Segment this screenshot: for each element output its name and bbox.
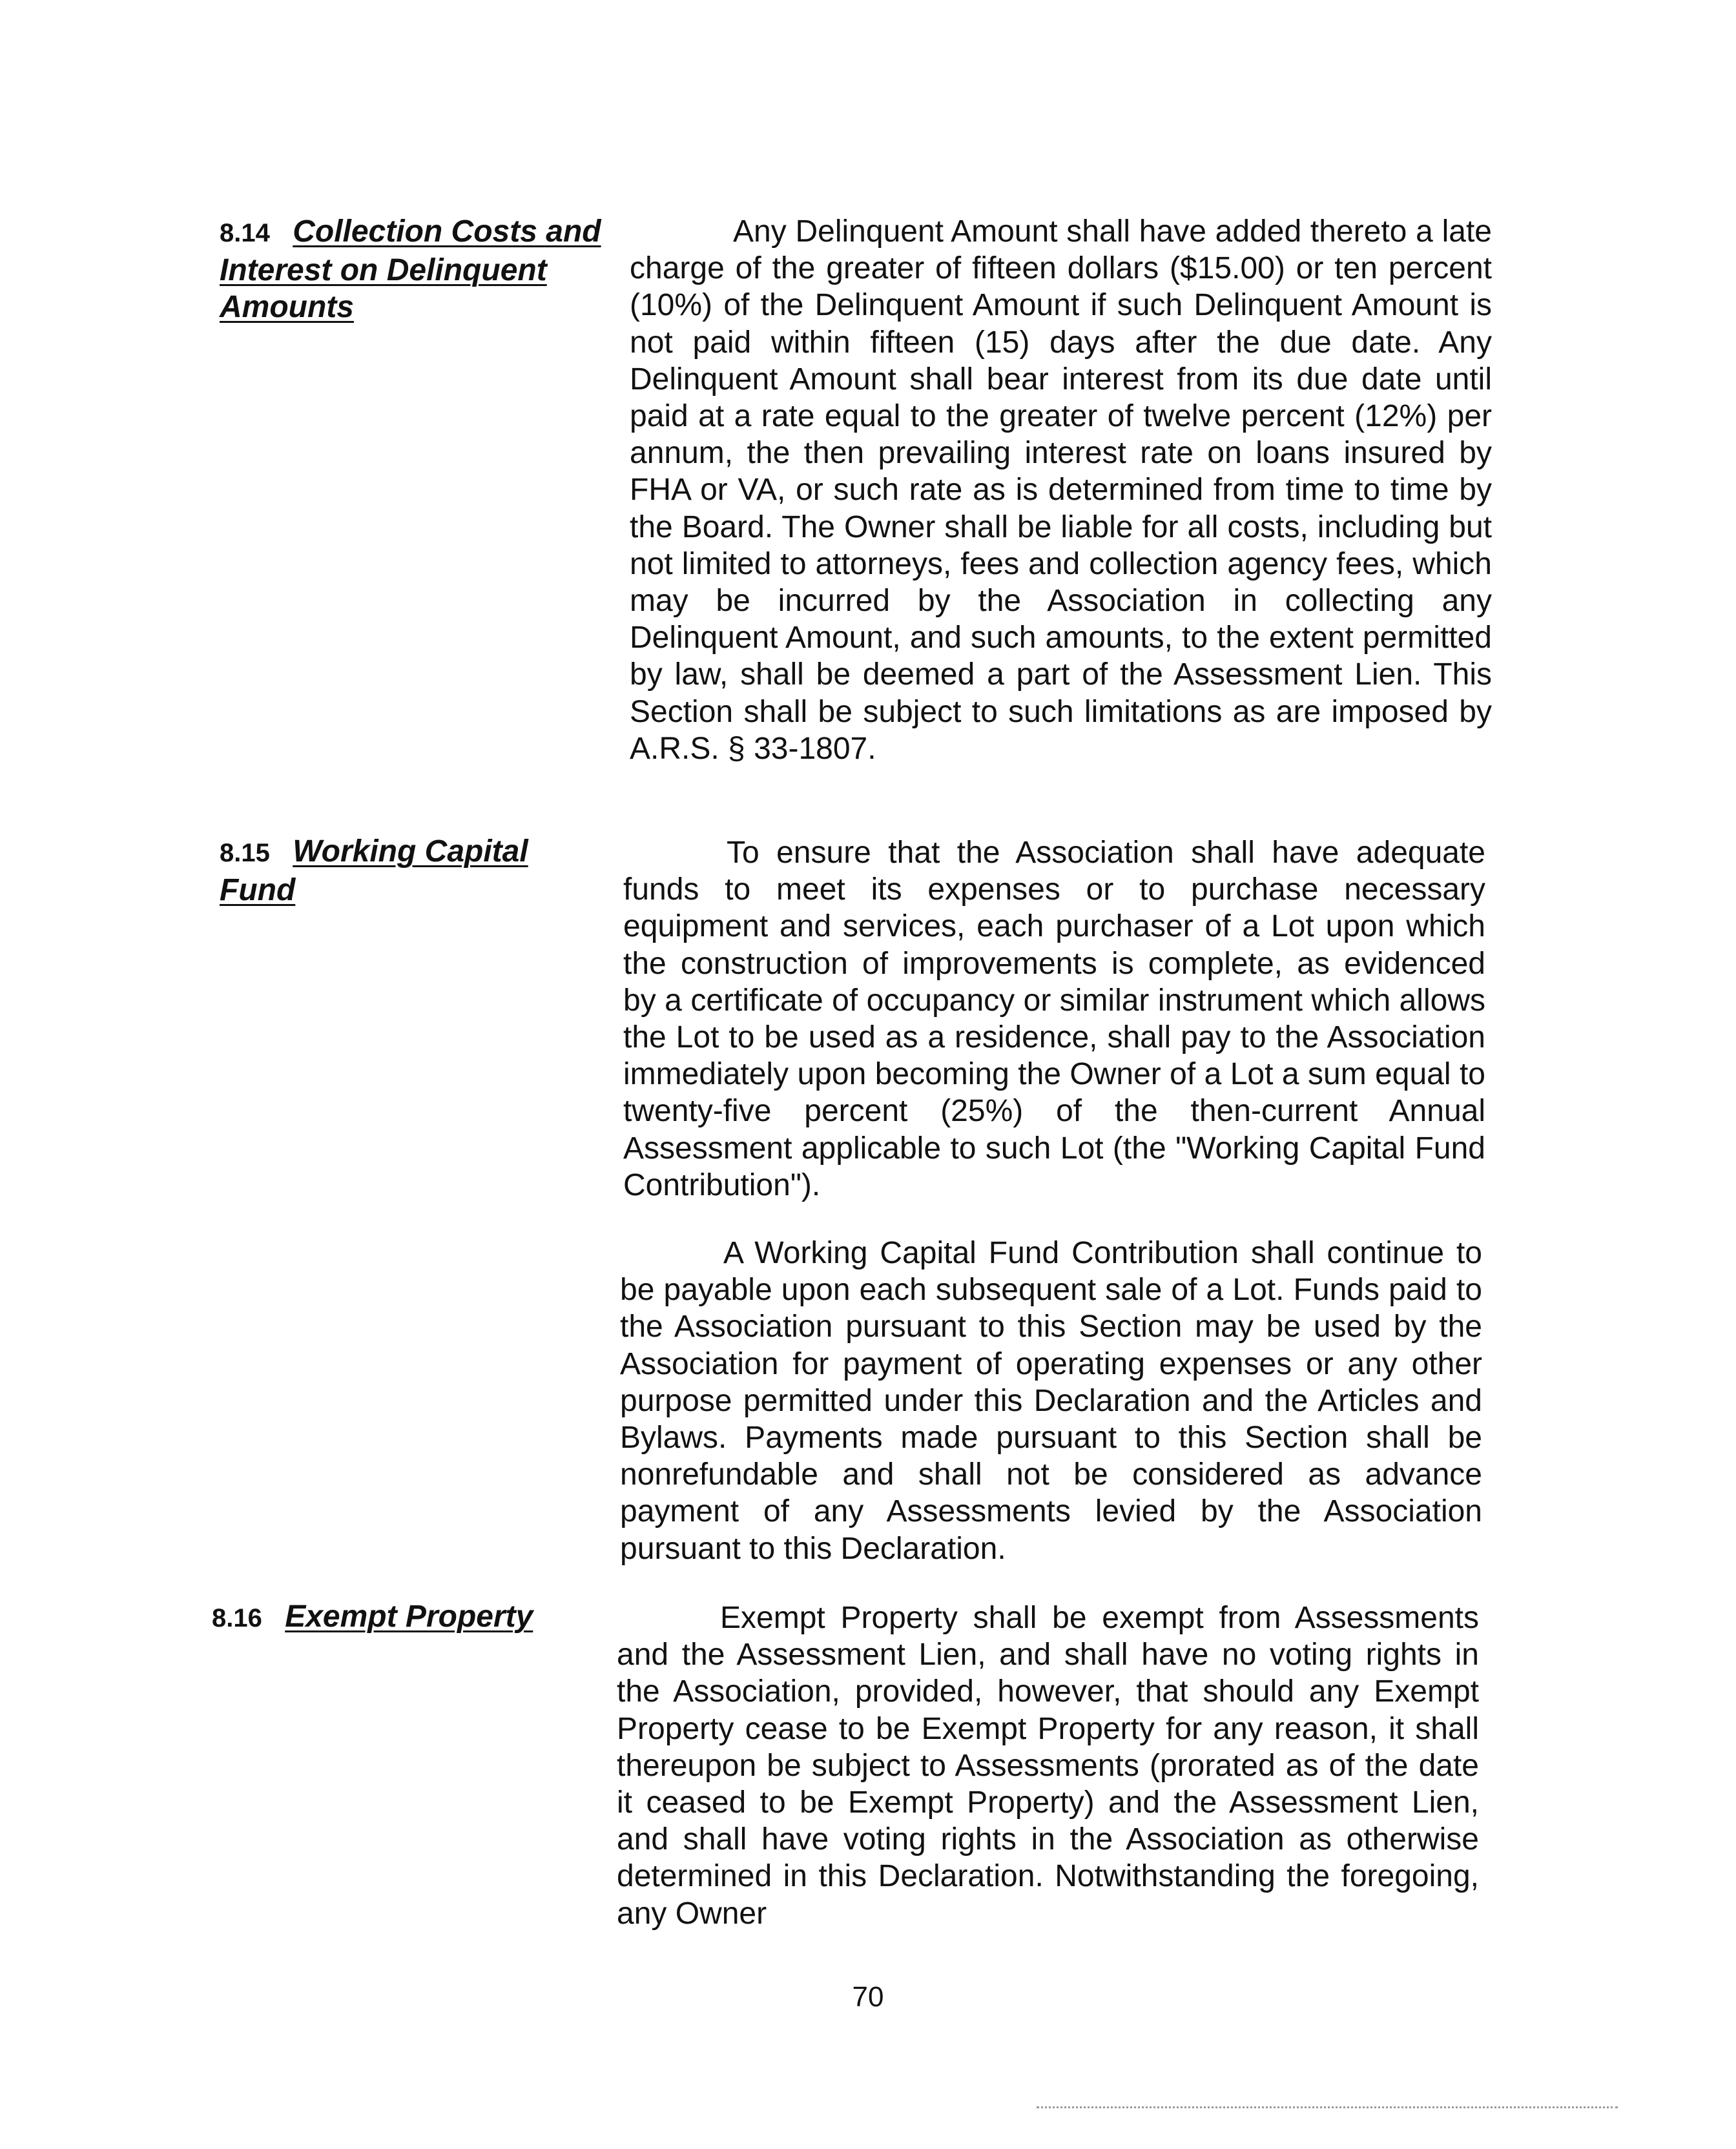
section-title: Working Capital Fund: [220, 834, 528, 907]
section-title: Collection Costs and Interest on Delinquent Amounts: [220, 214, 601, 324]
section-8-15-paragraph-2: A Working Capital Fund Contribution shall continue to be payable upon each subsequent sale of a Lot. Funds paid to the Association pursuant to this Section may be used by the Association for payment of operating expenses or any other purpose permitted under this Declaration and the Articles and Bylaws. Payments made pursuant to this Section shall be nonrefundable and shall not be considered as advance payment of any Assessments levied by the Association pursuant to this Declaration.: [620, 1236, 1482, 1566]
section-number: 8.15: [220, 839, 270, 867]
section-8-16-heading: [212, 1598, 599, 1637]
section-8-16-paragraph-1: Exempt Property shall be exempt from Assessments and the Assessment Lien, and shall have no voting rights in the Association, provided, however, that should any Exempt Property cease to be Exempt Property for any reason, it shall thereupon be subject to Assessments (prorated as of the date it ceased to be Exempt Property) and the Assessment Lien, and shall have voting rights in the Association as otherwise determined in this Declaration. Notwithstanding the foregoing, any Owner: [617, 1601, 1479, 1931]
section-number: 8.14: [220, 219, 270, 247]
section-8-14-heading: [220, 213, 607, 325]
page-number: 70: [852, 1981, 884, 2013]
section-number: 8.16: [212, 1604, 262, 1632]
section-8-15-heading: [220, 833, 607, 909]
section-8-15-paragraph-1: To ensure that the Association shall have adequate funds to meet its expenses or to purchase necessary equipment and services, each purchaser of a Lot upon which the construction of improvements is complete, as evidenced by a certificate of occupancy or similar instrument which allows the Lot to be used as a residence, shall pay to the Association immediately upon becoming the Owner of a Lot a sum equal to twenty-five percent (25%) of the then-current Annual Assessment applicable to such Lot (the "Working Capital Fund Contribution").: [623, 836, 1485, 1202]
section-8-14-paragraph-1: Any Delinquent Amount shall have added thereto a late charge of the greater of fifteen dollars ($15.00) or ten percent (10%) of the Delinquent Amount if such Delinquent Amount is not paid within fifteen (15) days after the due date. Any Delinquent Amount shall bear interest from its due date until paid at a rate equal to the greater of twelve percent (12%) per annum, the then prevailing interest rate on loans insured by FHA or VA, or such rate as is determined from time to time by the Board. The Owner shall be liable for all costs, including but not limited to attorneys, fees and collection agency fees, which may be incurred by the Association in collecting any Delinquent Amount, and such amounts, to the extent permitted by law, shall be deemed a part of the Assessment Lien. This Section shall be subject to such limitations as are imposed by A.R.S. § 33-1807.: [630, 214, 1492, 766]
section-title: Exempt Property: [285, 1599, 533, 1634]
scan-artifact-line: [1037, 2106, 1618, 2110]
